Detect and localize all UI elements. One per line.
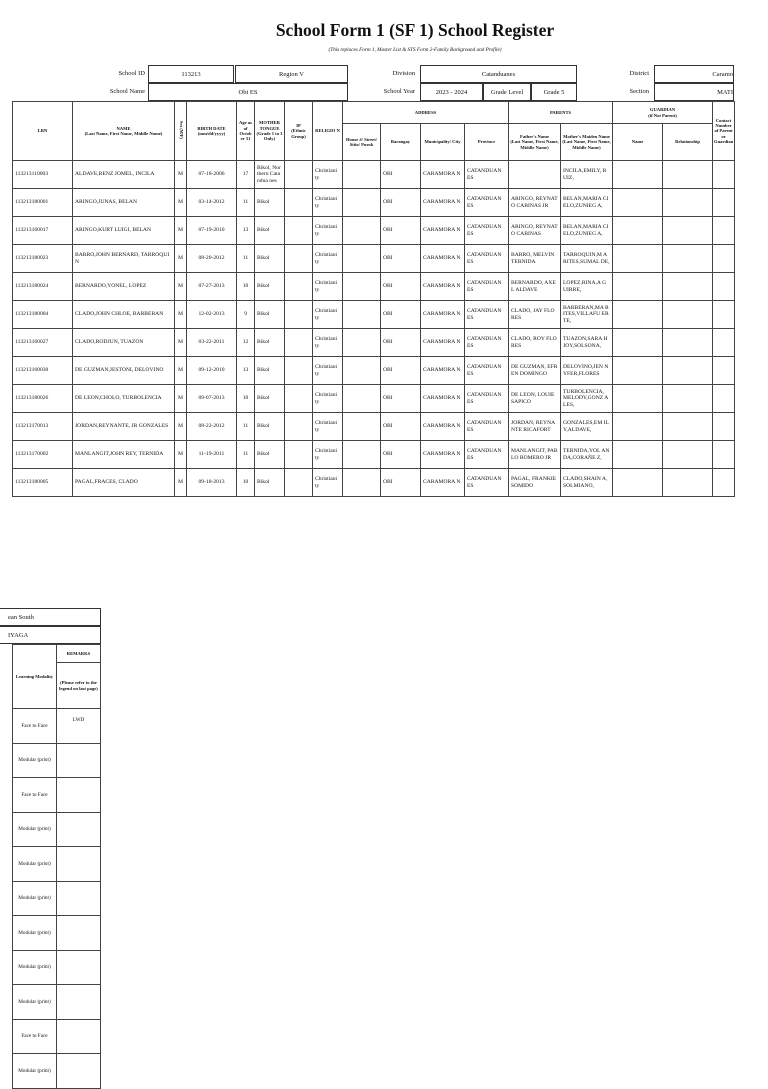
- col-barangay: Barangay: [381, 124, 421, 161]
- table-row: [13, 357, 735, 385]
- cell-mother: CLADO,SHAIN A,SOLMIANO,: [561, 469, 613, 497]
- cell-age: 13: [237, 217, 255, 245]
- col-address: ADDRESS: [343, 102, 509, 124]
- cell-birth-date: 09-12-2010: [187, 357, 237, 385]
- cell-barangay: OBI: [381, 469, 421, 497]
- col-contact: Contact Number of Parent or Guardian: [713, 102, 735, 161]
- page-two-fragment: [0, 608, 101, 644]
- cell-sex: M: [175, 469, 187, 497]
- cell-barangay: OBI: [381, 245, 421, 273]
- cell-religion: Christiani ty: [313, 161, 343, 189]
- cell-contact: [713, 357, 735, 385]
- table-row: [13, 743, 101, 778]
- cell-father: JORDAN, REYNANTE RICAFORT: [509, 413, 561, 441]
- cell-father: [509, 161, 561, 189]
- cell-sex: M: [175, 413, 187, 441]
- cell-contact: [713, 301, 735, 329]
- cell-guardian-name: [613, 217, 663, 245]
- col-name: NAME (Last Name, First Name, Middle Name): [73, 102, 175, 161]
- cell-religion: Christiani ty: [313, 441, 343, 469]
- cell-municipality: CARAMORA N: [421, 273, 465, 301]
- cell-house: [343, 441, 381, 469]
- cell-lrn: 113213160027: [13, 329, 73, 357]
- cell-province: CATANDUAN ES: [465, 385, 509, 413]
- cell-name: PAGAL,FRACES, CLADO: [73, 469, 175, 497]
- cell-religion: Christiani ty: [313, 245, 343, 273]
- table-row: [13, 950, 101, 985]
- cell-lrn: 113213170013: [13, 413, 73, 441]
- cell-age: 10: [237, 273, 255, 301]
- cell-province: CATANDUAN ES: [465, 441, 509, 469]
- col-house: House #/ Street/ Sitio/ Purok: [343, 124, 381, 161]
- cell-house: [343, 189, 381, 217]
- cell-sex: M: [175, 217, 187, 245]
- cell-sex: M: [175, 161, 187, 189]
- cell-religion: Christiani ty: [313, 413, 343, 441]
- cell-mother: BARBERAN,MA RITES,VILLAFU ERTE,: [561, 301, 613, 329]
- cell-house: [343, 357, 381, 385]
- cell-learning-modality: Modular (print): [13, 812, 57, 847]
- cell-mother: LOPEZ,RINA,A GUIRRE,: [561, 273, 613, 301]
- cell-learning-modality: Modular (print): [13, 743, 57, 778]
- cell-house: [343, 301, 381, 329]
- cell-house: [343, 161, 381, 189]
- cell-guardian-relationship: [663, 357, 713, 385]
- cell-guardian-relationship: [663, 441, 713, 469]
- cell-municipality: CARAMORA N: [421, 385, 465, 413]
- cell-province: CATANDUAN ES: [465, 301, 509, 329]
- cell-lrn: 113213180024: [13, 273, 73, 301]
- cell-mother: TERNIDA,YOL ANDA,CORAÑE Z,: [561, 441, 613, 469]
- cell-ip: [285, 189, 313, 217]
- cell-mother-tongue: Bikol: [255, 385, 285, 413]
- continued-section-strip: IYAGA: [0, 626, 101, 644]
- cell-guardian-name: [613, 301, 663, 329]
- cell-ip: [285, 413, 313, 441]
- cell-birth-date: 03-14-2012: [187, 189, 237, 217]
- table-row: [13, 881, 101, 916]
- cell-barangay: OBI: [381, 357, 421, 385]
- cell-house: [343, 217, 381, 245]
- cell-municipality: CARAMORA N: [421, 413, 465, 441]
- table-row: [13, 1019, 101, 1054]
- cell-age: 11: [237, 441, 255, 469]
- cell-contact: [713, 413, 735, 441]
- cell-contact: [713, 161, 735, 189]
- table-row: [13, 189, 735, 217]
- cell-ip: [285, 301, 313, 329]
- school-id-label: School ID: [118, 70, 145, 77]
- cell-mother: BELAN,MARIA CIELO,ZUNIEG A,: [561, 189, 613, 217]
- cell-mother-tongue: Bikol: [255, 273, 285, 301]
- col-father: Father's Name (Last Name, First Name, Middle Name): [509, 124, 561, 161]
- district-value: Caramo: [654, 65, 734, 83]
- cell-birth-date: 07-19-2010: [187, 217, 237, 245]
- grade-level-label: Grade Level: [483, 83, 531, 101]
- cell-contact: [713, 217, 735, 245]
- register-table: [12, 101, 735, 497]
- cell-religion: Christiani ty: [313, 301, 343, 329]
- cell-father: BARRO, MELVIN TERNIDA: [509, 245, 561, 273]
- cell-religion: Christiani ty: [313, 329, 343, 357]
- cell-guardian-relationship: [663, 161, 713, 189]
- cell-contact: [713, 329, 735, 357]
- cell-religion: Christiani ty: [313, 189, 343, 217]
- cell-municipality: CARAMORA N: [421, 245, 465, 273]
- cell-mother-tongue: Bikol: [255, 357, 285, 385]
- table-row: [13, 709, 101, 744]
- col-lrn: LRN: [13, 102, 73, 161]
- cell-birth-date: 08-22-2012: [187, 413, 237, 441]
- cell-guardian-relationship: [663, 413, 713, 441]
- cell-birth-date: 08-20-2012: [187, 245, 237, 273]
- cell-sex: M: [175, 189, 187, 217]
- cell-name: JORDAN,REYNANTE, JR GONZALES: [73, 413, 175, 441]
- cell-lrn: 113213180004: [13, 301, 73, 329]
- cell-name: BERNARDO,YONEL, LOPEZ: [73, 273, 175, 301]
- table-row: [13, 778, 101, 813]
- cell-birth-date: 11-19-2011: [187, 441, 237, 469]
- cell-father: BERNARDO, AXEL ALDAVE: [509, 273, 561, 301]
- cell-barangay: OBI: [381, 301, 421, 329]
- cell-religion: Christiani ty: [313, 385, 343, 413]
- cell-barangay: OBI: [381, 413, 421, 441]
- cell-guardian-name: [613, 189, 663, 217]
- cell-learning-modality: Face to Face: [13, 709, 57, 744]
- school-year-label: School Year: [383, 88, 415, 95]
- cell-lrn: 113213180005: [13, 469, 73, 497]
- cell-mother-tongue: Bikol: [255, 245, 285, 273]
- cell-lrn: 113213180001: [13, 189, 73, 217]
- col-learning-modality: Learning Modality: [13, 645, 57, 709]
- col-municipality: Municipality/ City: [421, 124, 465, 161]
- table-row: [13, 812, 101, 847]
- cell-sex: M: [175, 385, 187, 413]
- cell-mother: GONZALES,EM ILY,ALDAVE,: [561, 413, 613, 441]
- cell-lrn: 113213170002: [13, 441, 73, 469]
- col-religion: RELIGIO N: [313, 102, 343, 161]
- cell-age: 13: [237, 357, 255, 385]
- cell-father: ARINGO, REYNATO CABINAS: [509, 217, 561, 245]
- col-age: Age as of Octob er 31: [237, 102, 255, 161]
- table-row: [13, 161, 735, 189]
- cell-mother: TUAZON,SARA H JOY,SOLSONA,: [561, 329, 613, 357]
- district-label: District: [629, 70, 649, 77]
- cell-guardian-relationship: [663, 273, 713, 301]
- cell-guardian-name: [613, 245, 663, 273]
- cell-province: CATANDUAN ES: [465, 217, 509, 245]
- cell-mother-tongue: Bikol: [255, 301, 285, 329]
- cell-birth-date: 12-02-2013: [187, 301, 237, 329]
- table-row: [13, 385, 735, 413]
- cell-birth-date: 03-22-2011: [187, 329, 237, 357]
- cell-municipality: CARAMORA N: [421, 161, 465, 189]
- cell-learning-modality: Modular (print): [13, 881, 57, 916]
- col-parents: PARENTS: [509, 102, 613, 124]
- cell-name: ARINGO,JUNAS, BELAN: [73, 189, 175, 217]
- cell-barangay: OBI: [381, 217, 421, 245]
- grade-level-value: Grade 5: [531, 83, 577, 101]
- cell-remarks: [57, 985, 101, 1020]
- col-mother-tongue: MOTHER TONGUE (Grade 1 to 3 Only): [255, 102, 285, 161]
- col-remarks-note: (Please refer to the legend on last page): [57, 663, 101, 709]
- cell-name: CLADO,JOHN CHLOE, BARBERAN: [73, 301, 175, 329]
- cell-birth-date: 09-07-2013: [187, 385, 237, 413]
- cell-guardian-relationship: [663, 189, 713, 217]
- cell-remarks: [57, 916, 101, 951]
- cell-remarks: [57, 881, 101, 916]
- division-label: Division: [392, 70, 415, 77]
- table-row: [13, 847, 101, 882]
- cell-age: 11: [237, 245, 255, 273]
- cell-municipality: CARAMORA N: [421, 357, 465, 385]
- cell-religion: Christiani ty: [313, 273, 343, 301]
- cell-father: DE LEON, LOUIE SAPICO: [509, 385, 561, 413]
- cell-mother-tongue: Bikol, Northern Catandua nes: [255, 161, 285, 189]
- cell-learning-modality: Modular (print): [13, 985, 57, 1020]
- section-label: Section: [629, 88, 649, 95]
- cell-municipality: CARAMORA N: [421, 329, 465, 357]
- cell-province: CATANDUAN ES: [465, 161, 509, 189]
- cell-municipality: CARAMORA N: [421, 301, 465, 329]
- cell-province: CATANDUAN ES: [465, 329, 509, 357]
- cell-province: CATANDUAN ES: [465, 357, 509, 385]
- cell-remarks: [57, 847, 101, 882]
- cell-ip: [285, 217, 313, 245]
- col-guardian-name: Name: [613, 124, 663, 161]
- table-row: [13, 245, 735, 273]
- table-row: [13, 301, 735, 329]
- col-province: Province: [465, 124, 509, 161]
- cell-province: CATANDUAN ES: [465, 469, 509, 497]
- col-sex-label: Sex (M/F): [178, 121, 184, 140]
- cell-name: DE LEON,CHOLO, TURBOLENCIA: [73, 385, 175, 413]
- table-row: [13, 469, 735, 497]
- col-mother: Mother's Maiden Name (Last Name, First Name, Middle Name): [561, 124, 613, 161]
- cell-guardian-relationship: [663, 385, 713, 413]
- cell-barangay: OBI: [381, 385, 421, 413]
- cell-barangay: OBI: [381, 273, 421, 301]
- cell-age: 10: [237, 469, 255, 497]
- cell-contact: [713, 441, 735, 469]
- region-value: Region V: [235, 65, 348, 83]
- cell-mother: INCILA,EMILY, RUIZ,: [561, 161, 613, 189]
- cell-municipality: CARAMORA N: [421, 217, 465, 245]
- col-birth-date: BIRTH DATE (mm/dd/yyyy): [187, 102, 237, 161]
- cell-sex: M: [175, 357, 187, 385]
- cell-mother-tongue: Bikol: [255, 441, 285, 469]
- cell-ip: [285, 273, 313, 301]
- cell-guardian-relationship: [663, 469, 713, 497]
- cell-province: CATANDUAN ES: [465, 245, 509, 273]
- cell-father: CLADO, ROY FLORES: [509, 329, 561, 357]
- cell-guardian-name: [613, 357, 663, 385]
- cell-sex: M: [175, 273, 187, 301]
- cell-lrn: 113213180023: [13, 245, 73, 273]
- cell-name: CLADO,RODJUN, TUAZON: [73, 329, 175, 357]
- cell-barangay: OBI: [381, 189, 421, 217]
- cell-birth-date: 07-18-2006: [187, 161, 237, 189]
- cell-house: [343, 413, 381, 441]
- cell-barangay: OBI: [381, 441, 421, 469]
- cell-learning-modality: Face to Face: [13, 1019, 57, 1054]
- school-id-value: 113213: [148, 65, 234, 83]
- cell-house: [343, 469, 381, 497]
- cell-remarks: [57, 1019, 101, 1054]
- school-name-value: Obi ES: [148, 83, 348, 101]
- table-row: [13, 1054, 101, 1089]
- cell-guardian-name: [613, 329, 663, 357]
- cell-age: 17: [237, 161, 255, 189]
- cell-remarks: [57, 812, 101, 847]
- cell-contact: [713, 273, 735, 301]
- cell-name: ARINGO,KURT LUIGI, BELAN: [73, 217, 175, 245]
- cell-age: 10: [237, 385, 255, 413]
- cell-barangay: OBI: [381, 161, 421, 189]
- cell-house: [343, 385, 381, 413]
- cell-house: [343, 245, 381, 273]
- table-row: [13, 329, 735, 357]
- cell-mother-tongue: Bikol: [255, 189, 285, 217]
- table-row: [13, 413, 735, 441]
- cell-learning-modality: Modular (print): [13, 1054, 57, 1089]
- cell-remarks: [57, 1054, 101, 1089]
- cell-religion: Christiani ty: [313, 357, 343, 385]
- cell-sex: M: [175, 329, 187, 357]
- cell-birth-date: 07-27-2013: [187, 273, 237, 301]
- cell-mother-tongue: Bikol: [255, 329, 285, 357]
- cell-lrn: 113213160017: [13, 217, 73, 245]
- division-value: Catanduanes: [420, 65, 577, 83]
- cell-remarks: LWD: [57, 709, 101, 744]
- cell-lrn: 113213160030: [13, 357, 73, 385]
- cell-ip: [285, 161, 313, 189]
- cell-municipality: CARAMORA N: [421, 441, 465, 469]
- cell-barangay: OBI: [381, 329, 421, 357]
- cell-province: CATANDUAN ES: [465, 189, 509, 217]
- cell-lrn: 113213180026: [13, 385, 73, 413]
- cell-guardian-relationship: [663, 217, 713, 245]
- cell-sex: M: [175, 441, 187, 469]
- continued-division-strip: ean South: [0, 608, 101, 626]
- cell-age: 9: [237, 301, 255, 329]
- cell-guardian-name: [613, 273, 663, 301]
- cell-mother: TURBOLENCIA, MELODY,GONZ ALES,: [561, 385, 613, 413]
- cell-province: CATANDUAN ES: [465, 273, 509, 301]
- cell-mother: BELAN,MARIA CIELO,ZUNIEG A,: [561, 217, 613, 245]
- cell-contact: [713, 189, 735, 217]
- cell-name: BARRO,JOHN BERNARD, TARROQUIN: [73, 245, 175, 273]
- cell-guardian-name: [613, 469, 663, 497]
- cell-guardian-relationship: [663, 245, 713, 273]
- cell-guardian-relationship: [663, 329, 713, 357]
- school-year-value: 2023 - 2024: [420, 83, 483, 101]
- cell-guardian-name: [613, 413, 663, 441]
- cell-mother: DELOVINO,JEN NYFER,FLORES: [561, 357, 613, 385]
- cell-remarks: [57, 778, 101, 813]
- cell-mother-tongue: Bikol: [255, 469, 285, 497]
- cell-religion: Christiani ty: [313, 469, 343, 497]
- cell-guardian-name: [613, 441, 663, 469]
- cell-guardian-name: [613, 385, 663, 413]
- modality-table: [12, 644, 101, 1089]
- col-ip: IP (Ethnic Group): [285, 102, 313, 161]
- cell-ip: [285, 469, 313, 497]
- cell-ip: [285, 441, 313, 469]
- cell-father: DE GUZMAN, EFREN DOMINGO: [509, 357, 561, 385]
- cell-ip: [285, 245, 313, 273]
- cell-ip: [285, 385, 313, 413]
- cell-father: CLADO, JAY FLORES: [509, 301, 561, 329]
- cell-father: MANLANGIT, PABLO ROMERO JR: [509, 441, 561, 469]
- cell-guardian-name: [613, 161, 663, 189]
- cell-province: CATANDUAN ES: [465, 413, 509, 441]
- cell-mother: TARROQUIN,M ARITES,SUMAL DE,: [561, 245, 613, 273]
- col-sex: [175, 102, 187, 161]
- cell-remarks: [57, 950, 101, 985]
- cell-age: 12: [237, 329, 255, 357]
- table-row: [13, 217, 735, 245]
- cell-mother-tongue: Bikol: [255, 413, 285, 441]
- cell-sex: M: [175, 245, 187, 273]
- cell-father: ARINGO, REYNATO CABINAS JR: [509, 189, 561, 217]
- table-row: [13, 273, 735, 301]
- cell-father: PAGAL, FRANKIE SOMIDO: [509, 469, 561, 497]
- cell-contact: [713, 469, 735, 497]
- table-row: [13, 985, 101, 1020]
- cell-name: MANLANGIT,JOHN REY, TERNIDA: [73, 441, 175, 469]
- table-row: [13, 441, 735, 469]
- cell-house: [343, 329, 381, 357]
- school-name-label: School Name: [109, 88, 145, 95]
- cell-birth-date: 09-18-2013: [187, 469, 237, 497]
- cell-age: 11: [237, 413, 255, 441]
- cell-learning-modality: Face to Face: [13, 778, 57, 813]
- col-remarks: REMARKS: [57, 645, 101, 663]
- cell-learning-modality: Modular (print): [13, 847, 57, 882]
- cell-contact: [713, 245, 735, 273]
- cell-age: 11: [237, 189, 255, 217]
- cell-religion: Christiani ty: [313, 217, 343, 245]
- table-row: [13, 916, 101, 951]
- cell-contact: [713, 385, 735, 413]
- cell-sex: M: [175, 301, 187, 329]
- col-guardian: GUARDIAN (if Not Parent): [613, 102, 713, 124]
- section-value: MATI: [654, 83, 734, 101]
- cell-mother-tongue: Bikol: [255, 217, 285, 245]
- cell-guardian-relationship: [663, 301, 713, 329]
- cell-learning-modality: Modular (print): [13, 916, 57, 951]
- cell-lrn: 113213110003: [13, 161, 73, 189]
- cell-learning-modality: Modular (print): [13, 950, 57, 985]
- col-guardian-relationship: Relationship: [663, 124, 713, 161]
- cell-ip: [285, 329, 313, 357]
- cell-house: [343, 273, 381, 301]
- cell-ip: [285, 357, 313, 385]
- cell-municipality: CARAMORA N: [421, 469, 465, 497]
- cell-name: ALDAVE,RENZ JOMEL, INCILA: [73, 161, 175, 189]
- form-subtitle: (This replaces Form 1, Master List & STS Form 2-Family Background and Profile): [328, 47, 502, 53]
- cell-remarks: [57, 743, 101, 778]
- cell-name: DE GUZMAN,JESTONI, DELOVINO: [73, 357, 175, 385]
- form-title: School Form 1 (SF 1) School Register: [275, 20, 555, 40]
- cell-municipality: CARAMORA N: [421, 189, 465, 217]
